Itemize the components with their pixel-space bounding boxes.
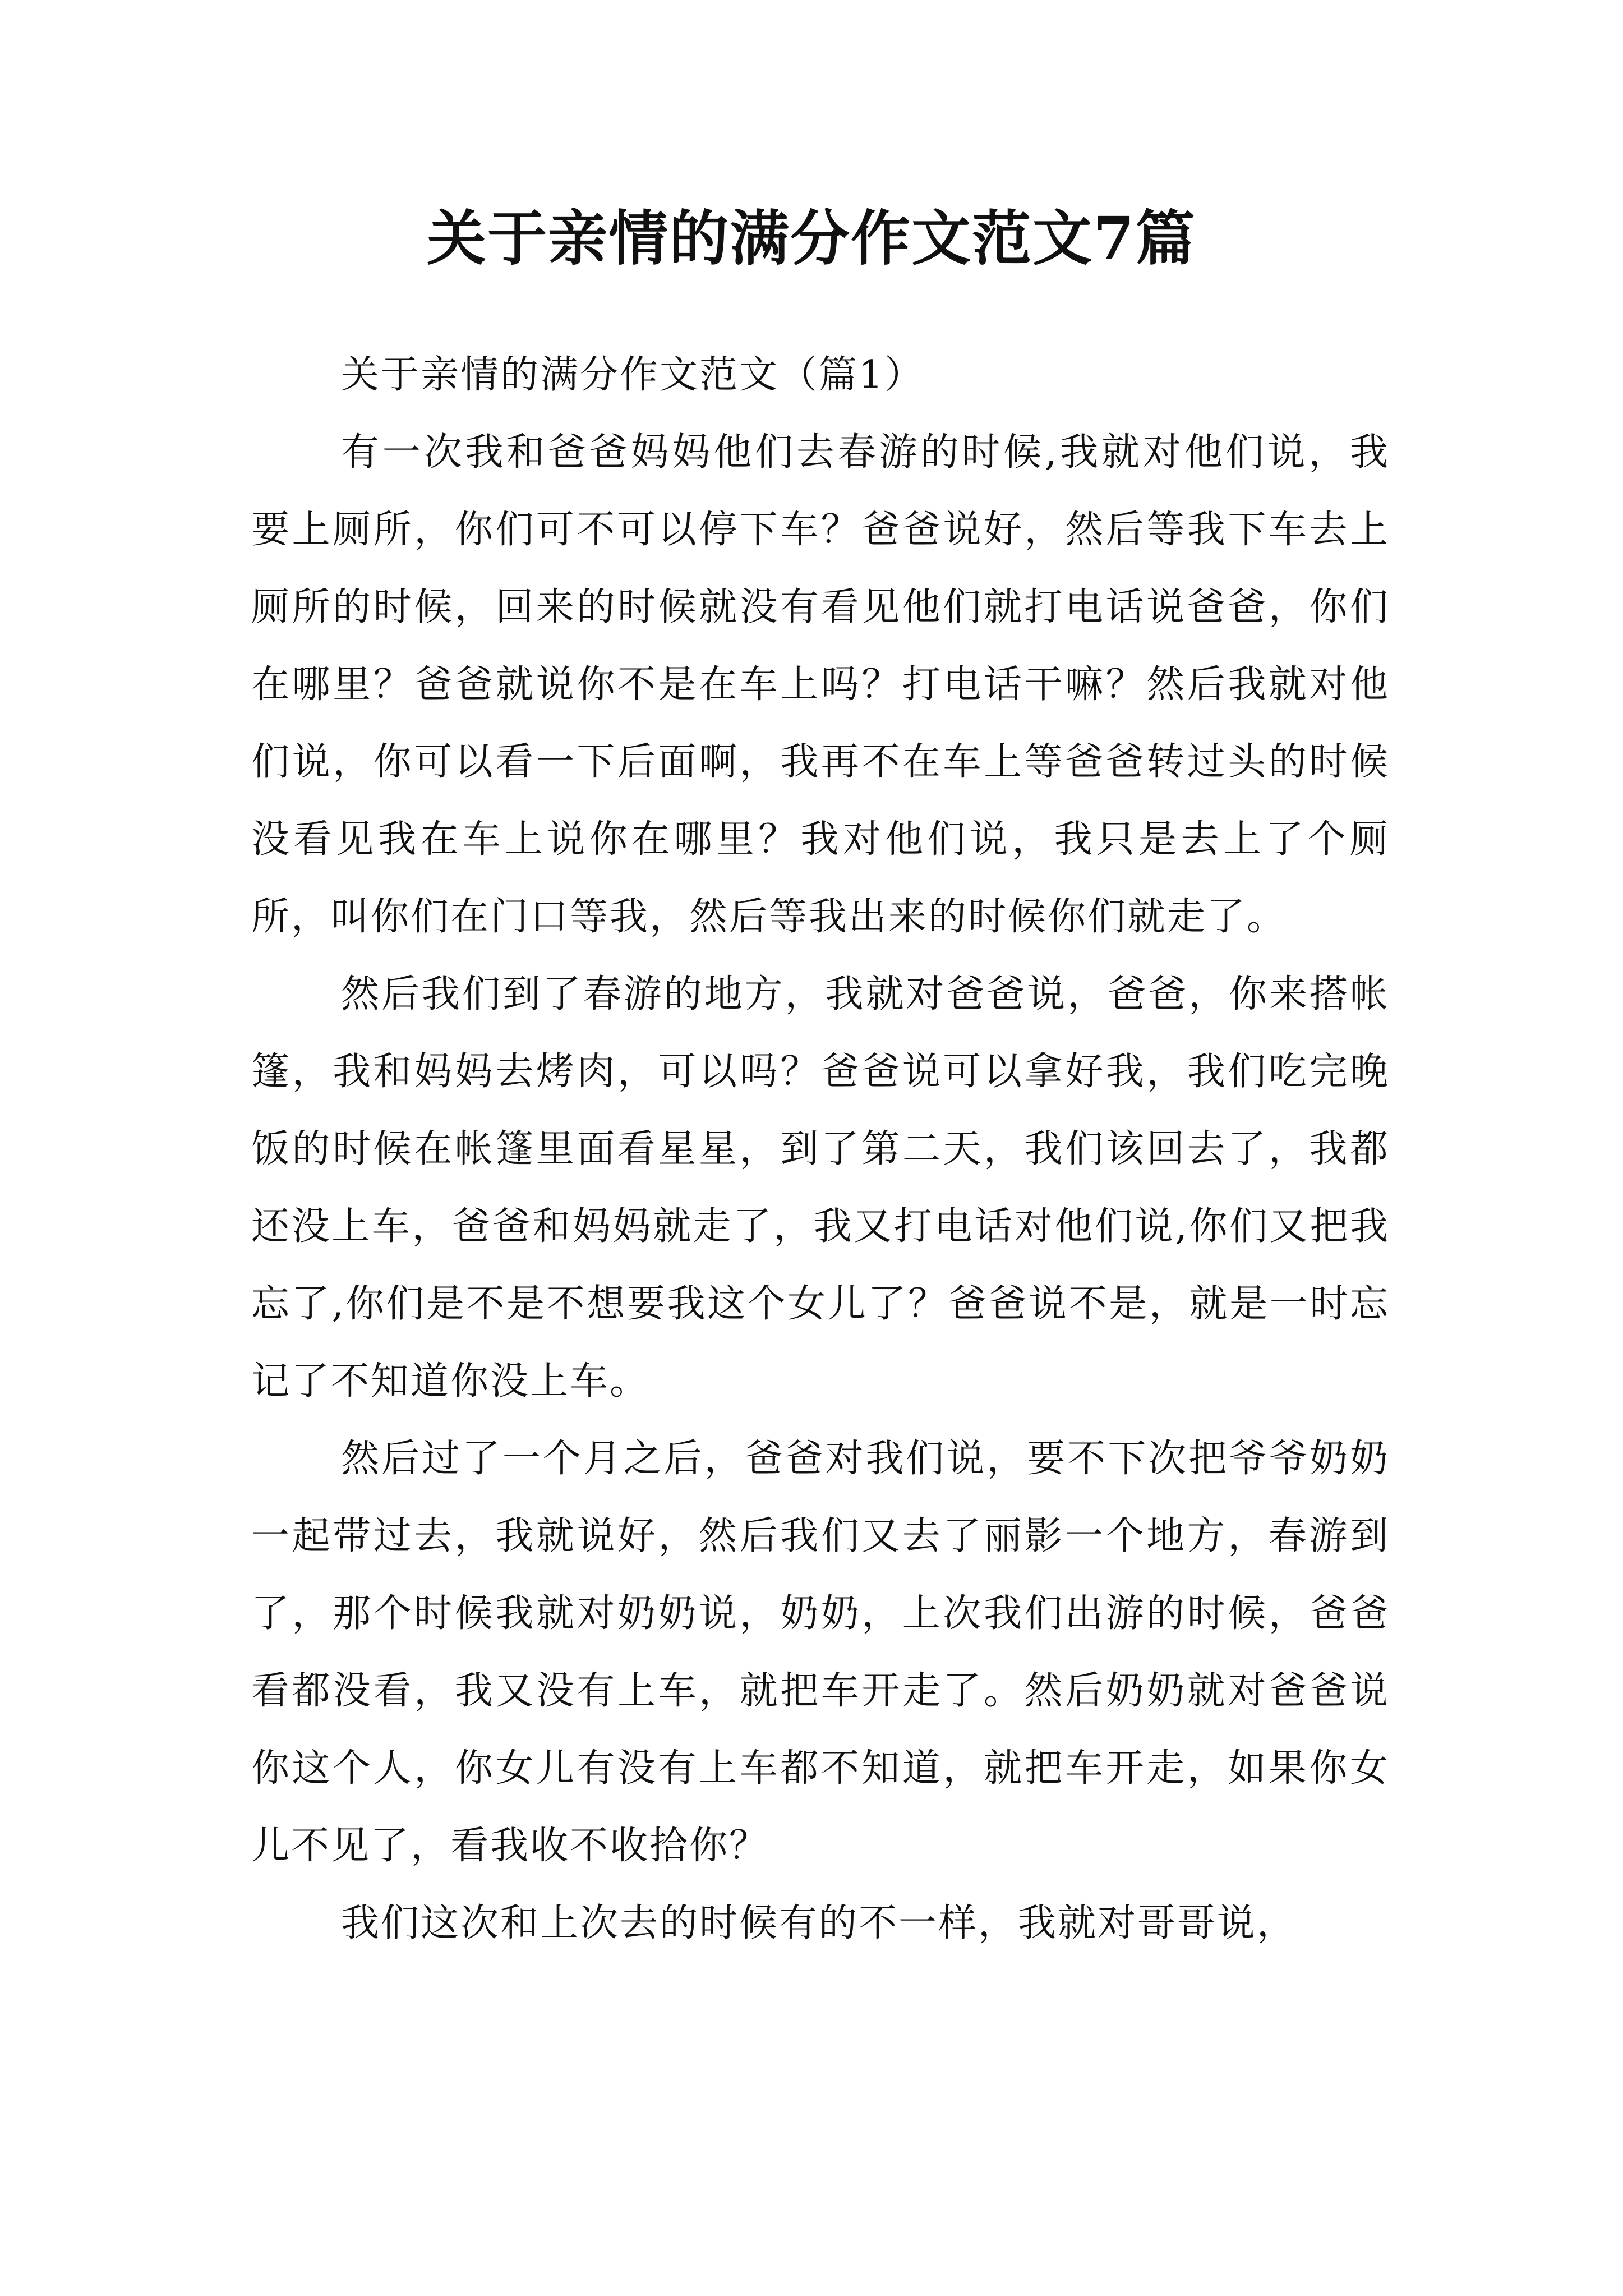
paragraph-2: 然后我们到了春游的地方，我就对爸爸说，爸爸，你来搭帐篷，我和妈妈去烤肉，可以吗？爸爸说可以拿好我，我们吃完晚饭的时候在帐篷里面看星星，到了第二天，我们该回去了，我都还没上车，爸爸和妈妈就走了，我又打电话对他们说,你们又把我忘了,你们是不是不想要我这个女儿了？爸爸说不是，就是一时忘记了不知道你没上车。 (251, 972, 1390, 1404)
document-title: 关于亲情的满分作文范文7篇 (427, 203, 1196, 273)
document-body (251, 337, 1390, 1962)
paragraph-3: 然后过了一个月之后，爸爸对我们说，要不下次把爷爷奶奶一起带过去，我就说好，然后我们又去了丽影一个地方，春游到了，那个时候我就对奶奶说，奶奶，上次我们出游的时候，爸爸看都没看，我又没有上车，就把车开走了。然后奶奶就对爸爸说你这个人，你女儿有没有上车都不知道，就把车开走，如果你女儿不见了，看我收不收拾你？ (251, 1437, 1390, 1868)
paragraph-4: 我们这次和上次去的时候有的不一样，我就对哥哥说， (341, 1901, 1297, 1945)
paragraph-1: 有一次我和爸爸妈妈他们去春游的时候,我就对他们说，我要上厕所，你们可不可以停下车？爸爸说好，然后等我下车去上厕所的时候，回来的时候就没有看见他们就打电话说爸爸，你们在哪里？爸爸就说你不是在车上吗？打电话干嘛？然后我就对他们说，你可以看一下后面啊，我再不在车上等爸爸转过头的时候没看见我在车上说你在哪里？我对他们说，我只是去上了个厕所，叫你们在门口等我，然后等我出来的时候你们就走了。 (251, 430, 1390, 939)
section-heading: 关于亲情的满分作文范文（篇1） (341, 353, 925, 397)
